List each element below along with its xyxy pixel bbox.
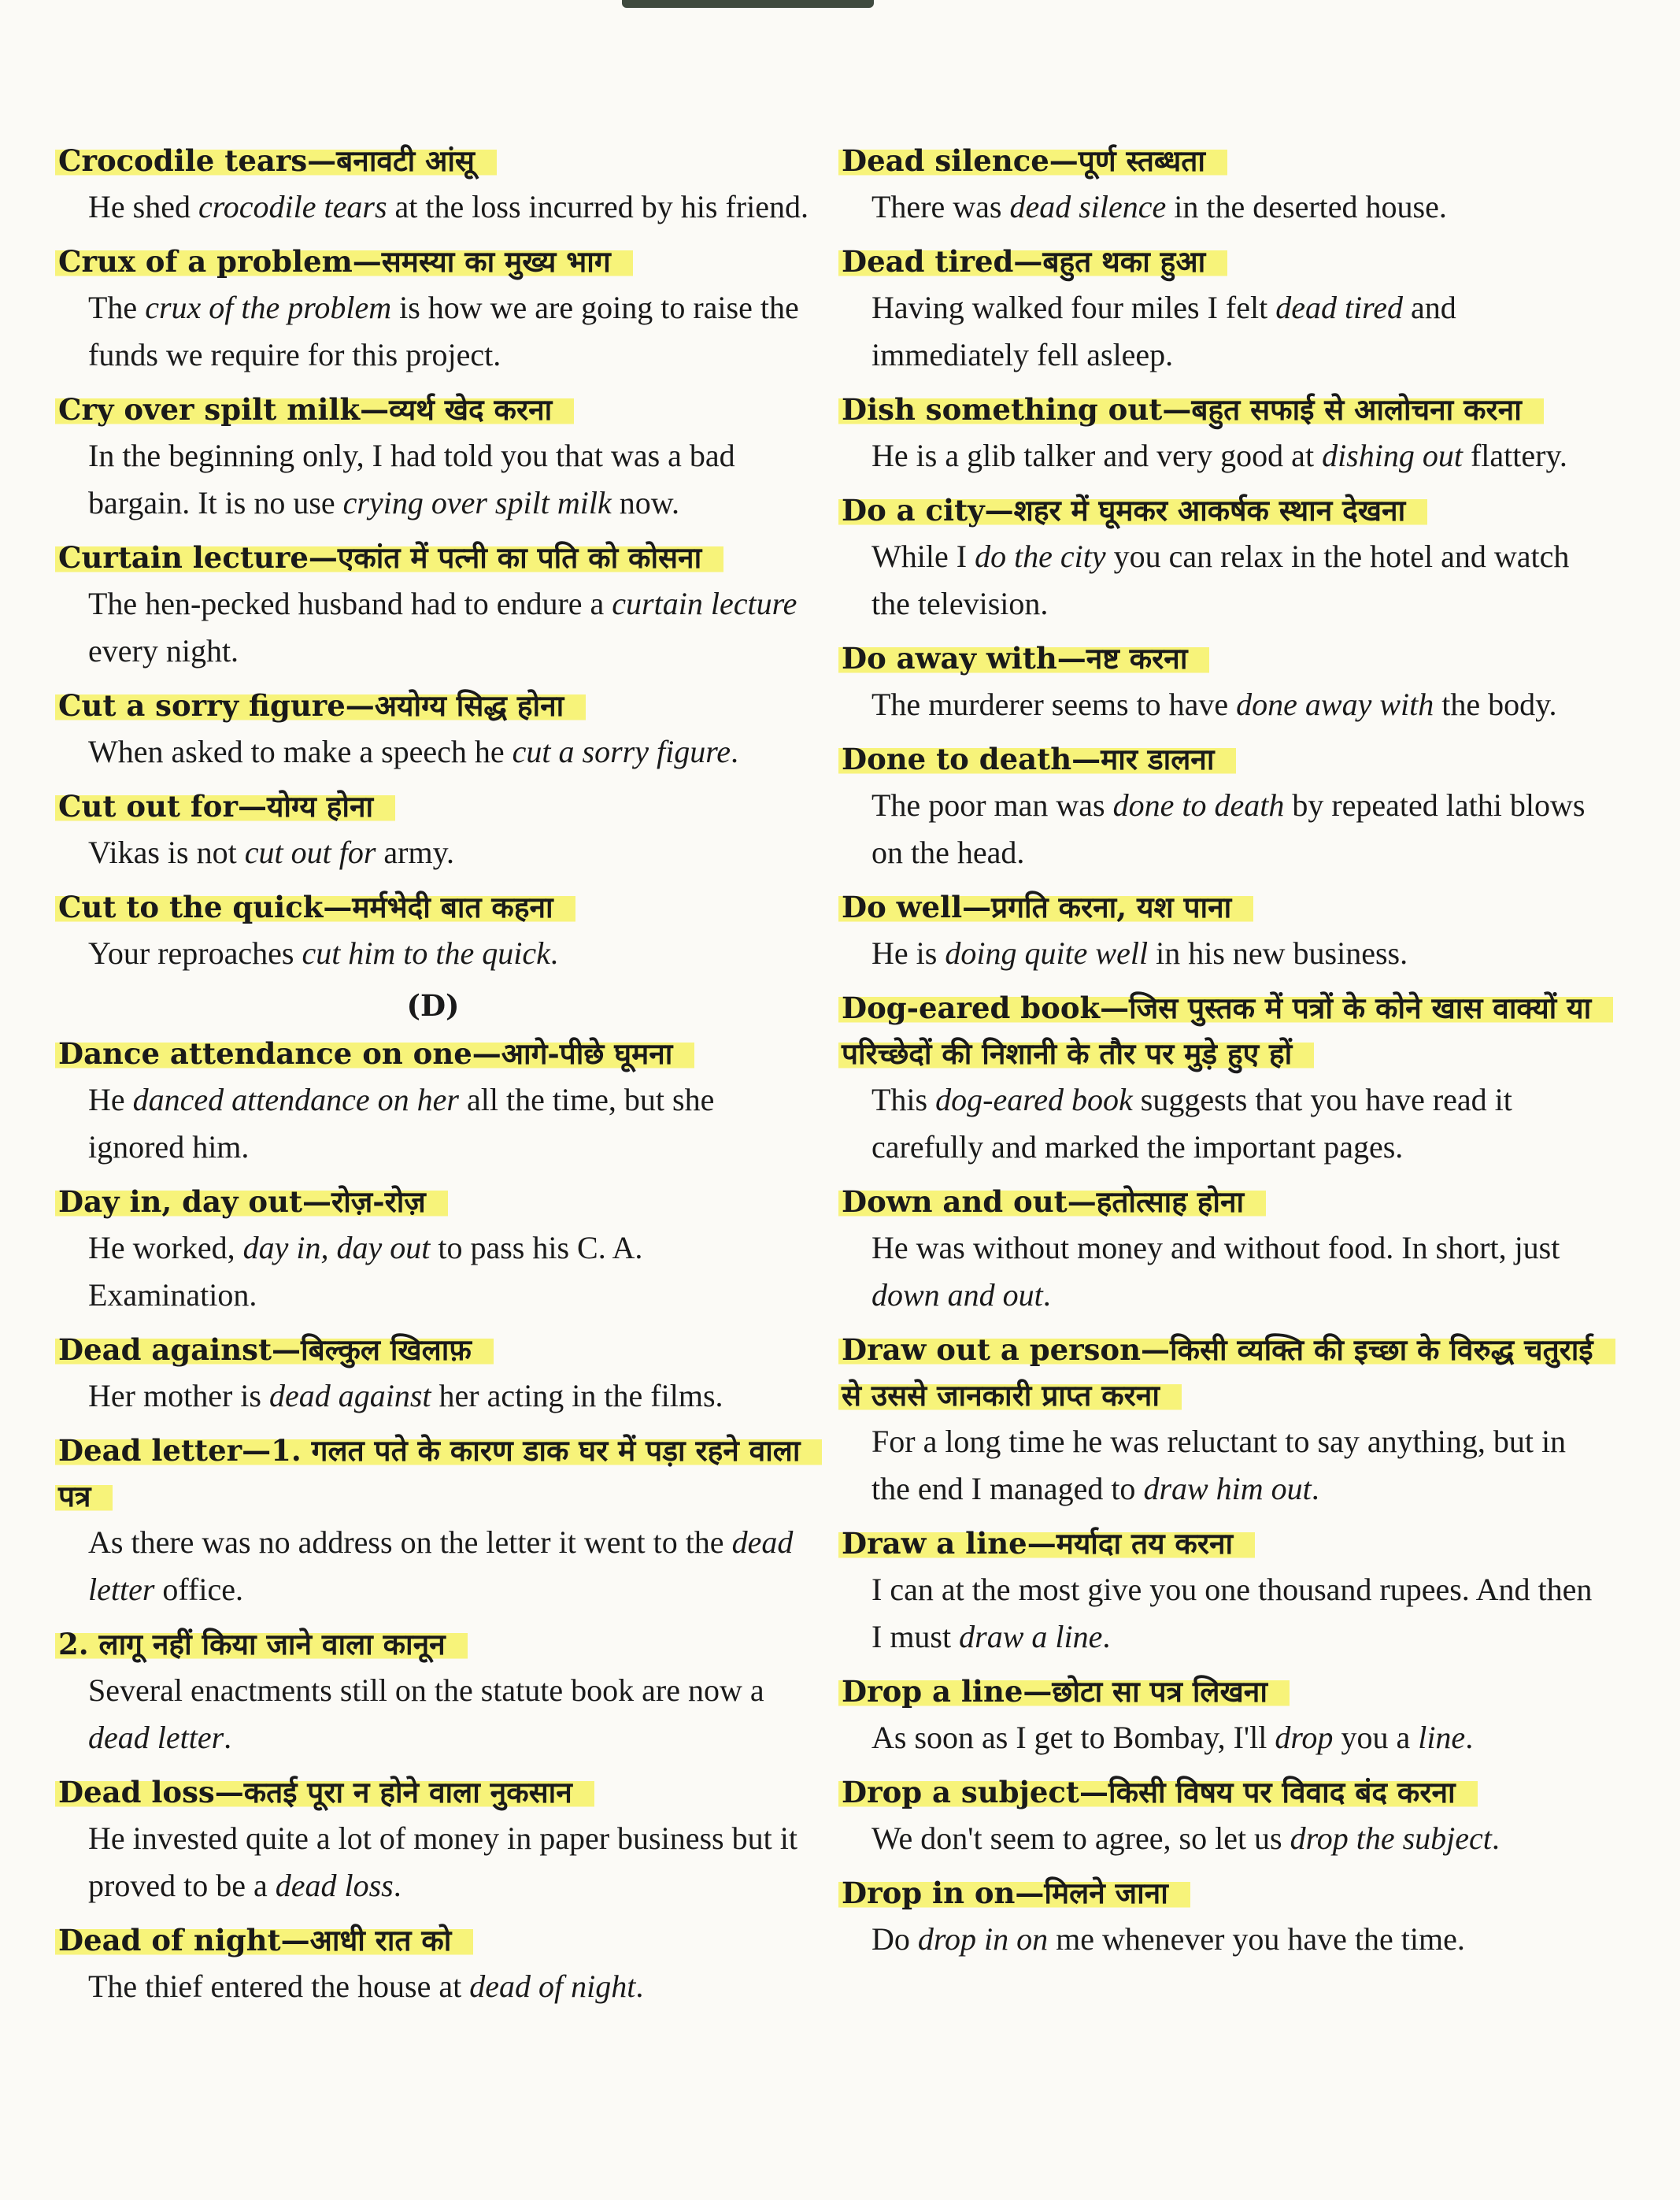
example-text: As there was no address on the letter it went to the	[88, 1524, 732, 1560]
idiom-entry	[55, 1621, 811, 1761]
idiom-entry	[838, 985, 1594, 1171]
idiom-entry	[55, 138, 811, 231]
idiom-entry	[838, 1520, 1594, 1661]
idiom-usage: drop the subject	[1290, 1820, 1492, 1856]
idiom-usage: day in, day out	[242, 1230, 431, 1265]
example-sentence	[55, 1076, 811, 1171]
example-sentence	[55, 284, 811, 379]
example-text: He	[88, 1082, 133, 1117]
example-text: There was	[871, 189, 1010, 224]
example-sentence	[838, 1714, 1594, 1761]
idiom-entry	[838, 1669, 1594, 1761]
example-sentence	[838, 1566, 1594, 1661]
example-text: .	[1042, 1277, 1051, 1313]
idiom-heading: Draw a line—मर्यादा तय करना	[838, 1526, 1255, 1561]
idiom-usage: danced attendance on her	[132, 1082, 459, 1117]
example-text: her acting in the films.	[431, 1378, 723, 1413]
idiom-entry	[55, 1769, 811, 1909]
example-sentence	[838, 1076, 1594, 1171]
example-text: .	[393, 1868, 401, 1903]
idiom-entry	[838, 138, 1594, 231]
idiom-heading: Day in, day out—रोज़-रोज़	[55, 1184, 448, 1219]
idiom-heading: Curtain lecture—एकांत में पत्नी का पति को कोसना	[55, 540, 723, 575]
example-text: Several enactments still on the statute book are now a	[88, 1672, 764, 1708]
idiom-entry	[55, 1327, 811, 1420]
example-sentence	[55, 1963, 811, 2010]
example-text: This	[871, 1082, 936, 1117]
idiom-usage: do the city	[975, 539, 1106, 574]
example-text: the body.	[1434, 687, 1557, 722]
example-text: When asked to make a speech he	[88, 734, 513, 769]
example-text: The	[88, 290, 146, 325]
idiom-entry	[838, 736, 1594, 876]
idiom-heading: Dead tired—बहुत थका हुआ	[838, 244, 1227, 279]
example-sentence	[838, 183, 1594, 231]
example-text: in his new business.	[1148, 935, 1408, 971]
example-sentence	[55, 1519, 811, 1613]
idiom-entry	[55, 535, 811, 675]
example-sentence	[55, 183, 811, 231]
example-sentence	[55, 930, 811, 977]
example-text: He shed	[88, 189, 198, 224]
idiom-heading: Drop a line—छोटा सा पत्र लिखना	[838, 1674, 1290, 1709]
example-sentence	[838, 930, 1594, 977]
idiom-heading: Dog-eared book—जिस पुस्तक में पत्रों के कोने खास वाक्यों या परिच्छेदों की निशानी के तौर पर मुड़े हुए हों	[838, 991, 1613, 1071]
example-sentence	[838, 533, 1594, 628]
idiom-heading: Dead letter—1. गलत पते के कारण डाक घर में पड़ा रहने वाला पत्र	[55, 1433, 822, 1513]
example-text: While I	[871, 539, 975, 574]
example-text: now.	[611, 485, 679, 520]
idiom-usage: done away with	[1236, 687, 1434, 722]
idiom-usage: dog-eared book	[935, 1082, 1133, 1117]
example-text: is how we are going to raise the funds we require for this project.	[88, 290, 799, 372]
idiom-usage: doing quite well	[945, 935, 1149, 971]
example-sentence	[55, 1372, 811, 1420]
idiom-heading: Drop in on—मिलने जाना	[838, 1876, 1190, 1910]
example-text: Your reproaches	[88, 935, 302, 971]
right-column	[838, 138, 1594, 1971]
example-sentence	[838, 782, 1594, 876]
example-text: As soon as I get to Bombay, I'll	[871, 1720, 1275, 1755]
example-text: The murderer seems to have	[871, 687, 1237, 722]
idiom-usage: crux of the problem	[145, 290, 392, 325]
idiom-entry	[838, 487, 1594, 628]
example-text: .	[224, 1720, 232, 1755]
idiom-usage: dishing out	[1322, 438, 1463, 473]
idiom-usage: dead silence	[1009, 189, 1167, 224]
idiom-usage: curtain lecture	[612, 586, 797, 621]
idiom-heading: Crux of a problem—समस्या का मुख्य भाग	[55, 244, 633, 279]
example-text: I can at the most give you one thousand rupees. And then I must	[871, 1572, 1593, 1654]
idiom-usage: dead letter	[88, 1524, 794, 1607]
example-text: .	[1465, 1720, 1474, 1755]
idiom-heading: Dead silence—पूर्ण स्तब्धता	[838, 143, 1227, 178]
example-text: The hen-pecked husband had to endure a	[88, 586, 612, 621]
example-text: .	[635, 1969, 644, 2004]
example-text: and immediately fell asleep.	[871, 290, 1456, 372]
example-text: by repeated lathi blows on the head.	[871, 787, 1586, 870]
idiom-heading: Down and out—हतोत्साह होना	[838, 1184, 1266, 1219]
idiom-usage: dead against	[268, 1378, 431, 1413]
idiom-entry	[55, 783, 811, 876]
example-sentence	[55, 829, 811, 876]
example-text: .	[1491, 1820, 1500, 1856]
example-sentence	[838, 1815, 1594, 1862]
example-text: Having walked four miles I felt	[871, 290, 1276, 325]
idiom-entry	[838, 884, 1594, 977]
example-text: every night.	[88, 633, 239, 669]
idiom-heading: Dead of night—आधी रात को	[55, 1923, 473, 1957]
idiom-usage: crocodile tears	[198, 189, 387, 224]
example-text: For a long time he was reluctant to say anything, but in the end I managed to	[871, 1424, 1567, 1506]
example-text: in the deserted house.	[1166, 189, 1447, 224]
example-sentence	[55, 728, 811, 776]
example-text: The poor man was	[871, 787, 1113, 823]
example-text: army.	[376, 835, 454, 870]
example-text: Vikas is not	[88, 835, 245, 870]
idiom-entry	[55, 239, 811, 379]
example-text: He is	[871, 935, 945, 971]
idiom-entry	[838, 239, 1594, 379]
example-text: He invested quite a lot of money in paper business but it proved to be a	[88, 1820, 797, 1903]
example-sentence	[838, 432, 1594, 480]
example-sentence	[55, 580, 811, 675]
idiom-heading: Drop a subject—किसी विषय पर विवाद बंद करना	[838, 1775, 1478, 1809]
top-edge-mark	[622, 0, 874, 8]
idiom-usage: draw him out	[1143, 1471, 1312, 1506]
example-sentence	[838, 1418, 1594, 1513]
example-text: you a	[1333, 1720, 1419, 1755]
example-text: The thief entered the house at	[88, 1969, 470, 2004]
idiom-heading: Do away with—नष्ट करना	[838, 641, 1209, 676]
idiom-heading: Dead against—बिल्कुल खिलाफ़	[55, 1332, 494, 1367]
example-text: me whenever you have the time.	[1048, 1921, 1465, 1957]
idiom-entry	[55, 1031, 811, 1171]
example-text: .	[1311, 1471, 1319, 1506]
idiom-entry	[55, 884, 811, 977]
idiom-entry	[55, 683, 811, 776]
idiom-usage: dead of night	[469, 1969, 636, 2004]
idiom-usage: drop	[1275, 1720, 1334, 1755]
idiom-usage: done to death	[1112, 787, 1285, 823]
example-text: office.	[154, 1572, 243, 1607]
idiom-usage: line	[1418, 1720, 1466, 1755]
idiom-entry	[838, 1769, 1594, 1862]
example-text: He worked,	[88, 1230, 243, 1265]
example-sentence	[838, 1916, 1594, 1963]
idiom-usage: dead tired	[1275, 290, 1404, 325]
idiom-usage: cut out for	[244, 835, 376, 870]
idiom-entry	[838, 387, 1594, 480]
idiom-usage: drop in on	[917, 1921, 1049, 1957]
example-sentence	[55, 432, 811, 527]
idiom-heading: Cry over spilt milk—व्यर्थ खेद करना	[55, 392, 574, 427]
idiom-entry	[838, 1327, 1594, 1513]
idiom-entry	[55, 1428, 811, 1613]
example-text: to pass his C. A. Examination.	[88, 1230, 643, 1313]
example-text: .	[731, 734, 739, 769]
idiom-entry	[838, 1870, 1594, 1963]
example-text: .	[1102, 1619, 1111, 1654]
idiom-entry	[838, 1179, 1594, 1319]
idiom-usage: cut a sorry figure	[512, 734, 731, 769]
example-text: In the beginning only, I had told you that was a bad bargain. It is no use	[88, 438, 735, 520]
idiom-entry	[55, 387, 811, 527]
idiom-usage: cut him to the quick	[302, 935, 550, 971]
example-text: flattery.	[1462, 438, 1567, 473]
example-sentence	[838, 284, 1594, 379]
example-sentence	[838, 1224, 1594, 1319]
example-text: you can relax in the hotel and watch the television.	[871, 539, 1570, 621]
example-text: all the time, but she ignored him.	[88, 1082, 715, 1165]
idiom-heading: Cut out for—योग्य होना	[55, 789, 395, 824]
idiom-heading: 2. लागू नहीं किया जाने वाला कानून	[55, 1627, 468, 1661]
idiom-entry	[838, 635, 1594, 728]
example-sentence	[55, 1815, 811, 1909]
idiom-heading: Draw out a person—किसी व्यक्ति की इच्छा के विरुद्ध चतुराई से उससे जानकारी प्राप्त करना	[838, 1332, 1615, 1413]
idiom-heading: Crocodile tears—बनावटी आंसू	[55, 143, 497, 178]
example-sentence	[838, 681, 1594, 728]
idiom-heading: Dance attendance on one—आगे-पीछे घूमना	[55, 1036, 694, 1071]
idiom-heading: Do well—प्रगति करना, यश पाना	[838, 890, 1253, 924]
idiom-usage: dead letter	[88, 1720, 224, 1755]
example-text: He is a glib talker and very good at	[871, 438, 1323, 473]
idiom-heading: Dead loss—कतई पूरा न होने वाला नुकसान	[55, 1775, 594, 1809]
left-column	[55, 138, 811, 2018]
idiom-usage: draw a line	[959, 1619, 1103, 1654]
example-text: at the loss incurred by his friend.	[387, 189, 809, 224]
idiom-heading: Cut a sorry figure—अयोग्य सिद्ध होना	[55, 688, 586, 723]
example-text: He was without money and without food. In short, just	[871, 1230, 1560, 1265]
example-text: .	[550, 935, 558, 971]
section-heading: (D)	[406, 988, 460, 1023]
idiom-heading: Do a city—शहर में घूमकर आकर्षक स्थान देखना	[838, 493, 1427, 528]
idiom-entry	[55, 1917, 811, 2010]
idiom-heading: Done to death—मार डालना	[838, 742, 1236, 776]
example-text: We don't seem to agree, so let us	[871, 1820, 1290, 1856]
example-text: Her mother is	[88, 1378, 269, 1413]
idiom-usage: down and out	[871, 1277, 1043, 1313]
example-sentence	[55, 1667, 811, 1761]
example-sentence	[55, 1224, 811, 1319]
example-text: Do	[871, 1921, 918, 1957]
idiom-usage: dead loss	[275, 1868, 394, 1903]
idiom-usage: crying over spilt milk	[342, 485, 612, 520]
idiom-heading: Dish something out—बहुत सफाई से आलोचना करना	[838, 392, 1544, 427]
idiom-heading: Cut to the quick—मर्मभेदी बात कहना	[55, 890, 575, 924]
idiom-entry	[55, 1179, 811, 1319]
example-text: suggests that you have read it carefully and marked the important pages.	[871, 1082, 1512, 1165]
